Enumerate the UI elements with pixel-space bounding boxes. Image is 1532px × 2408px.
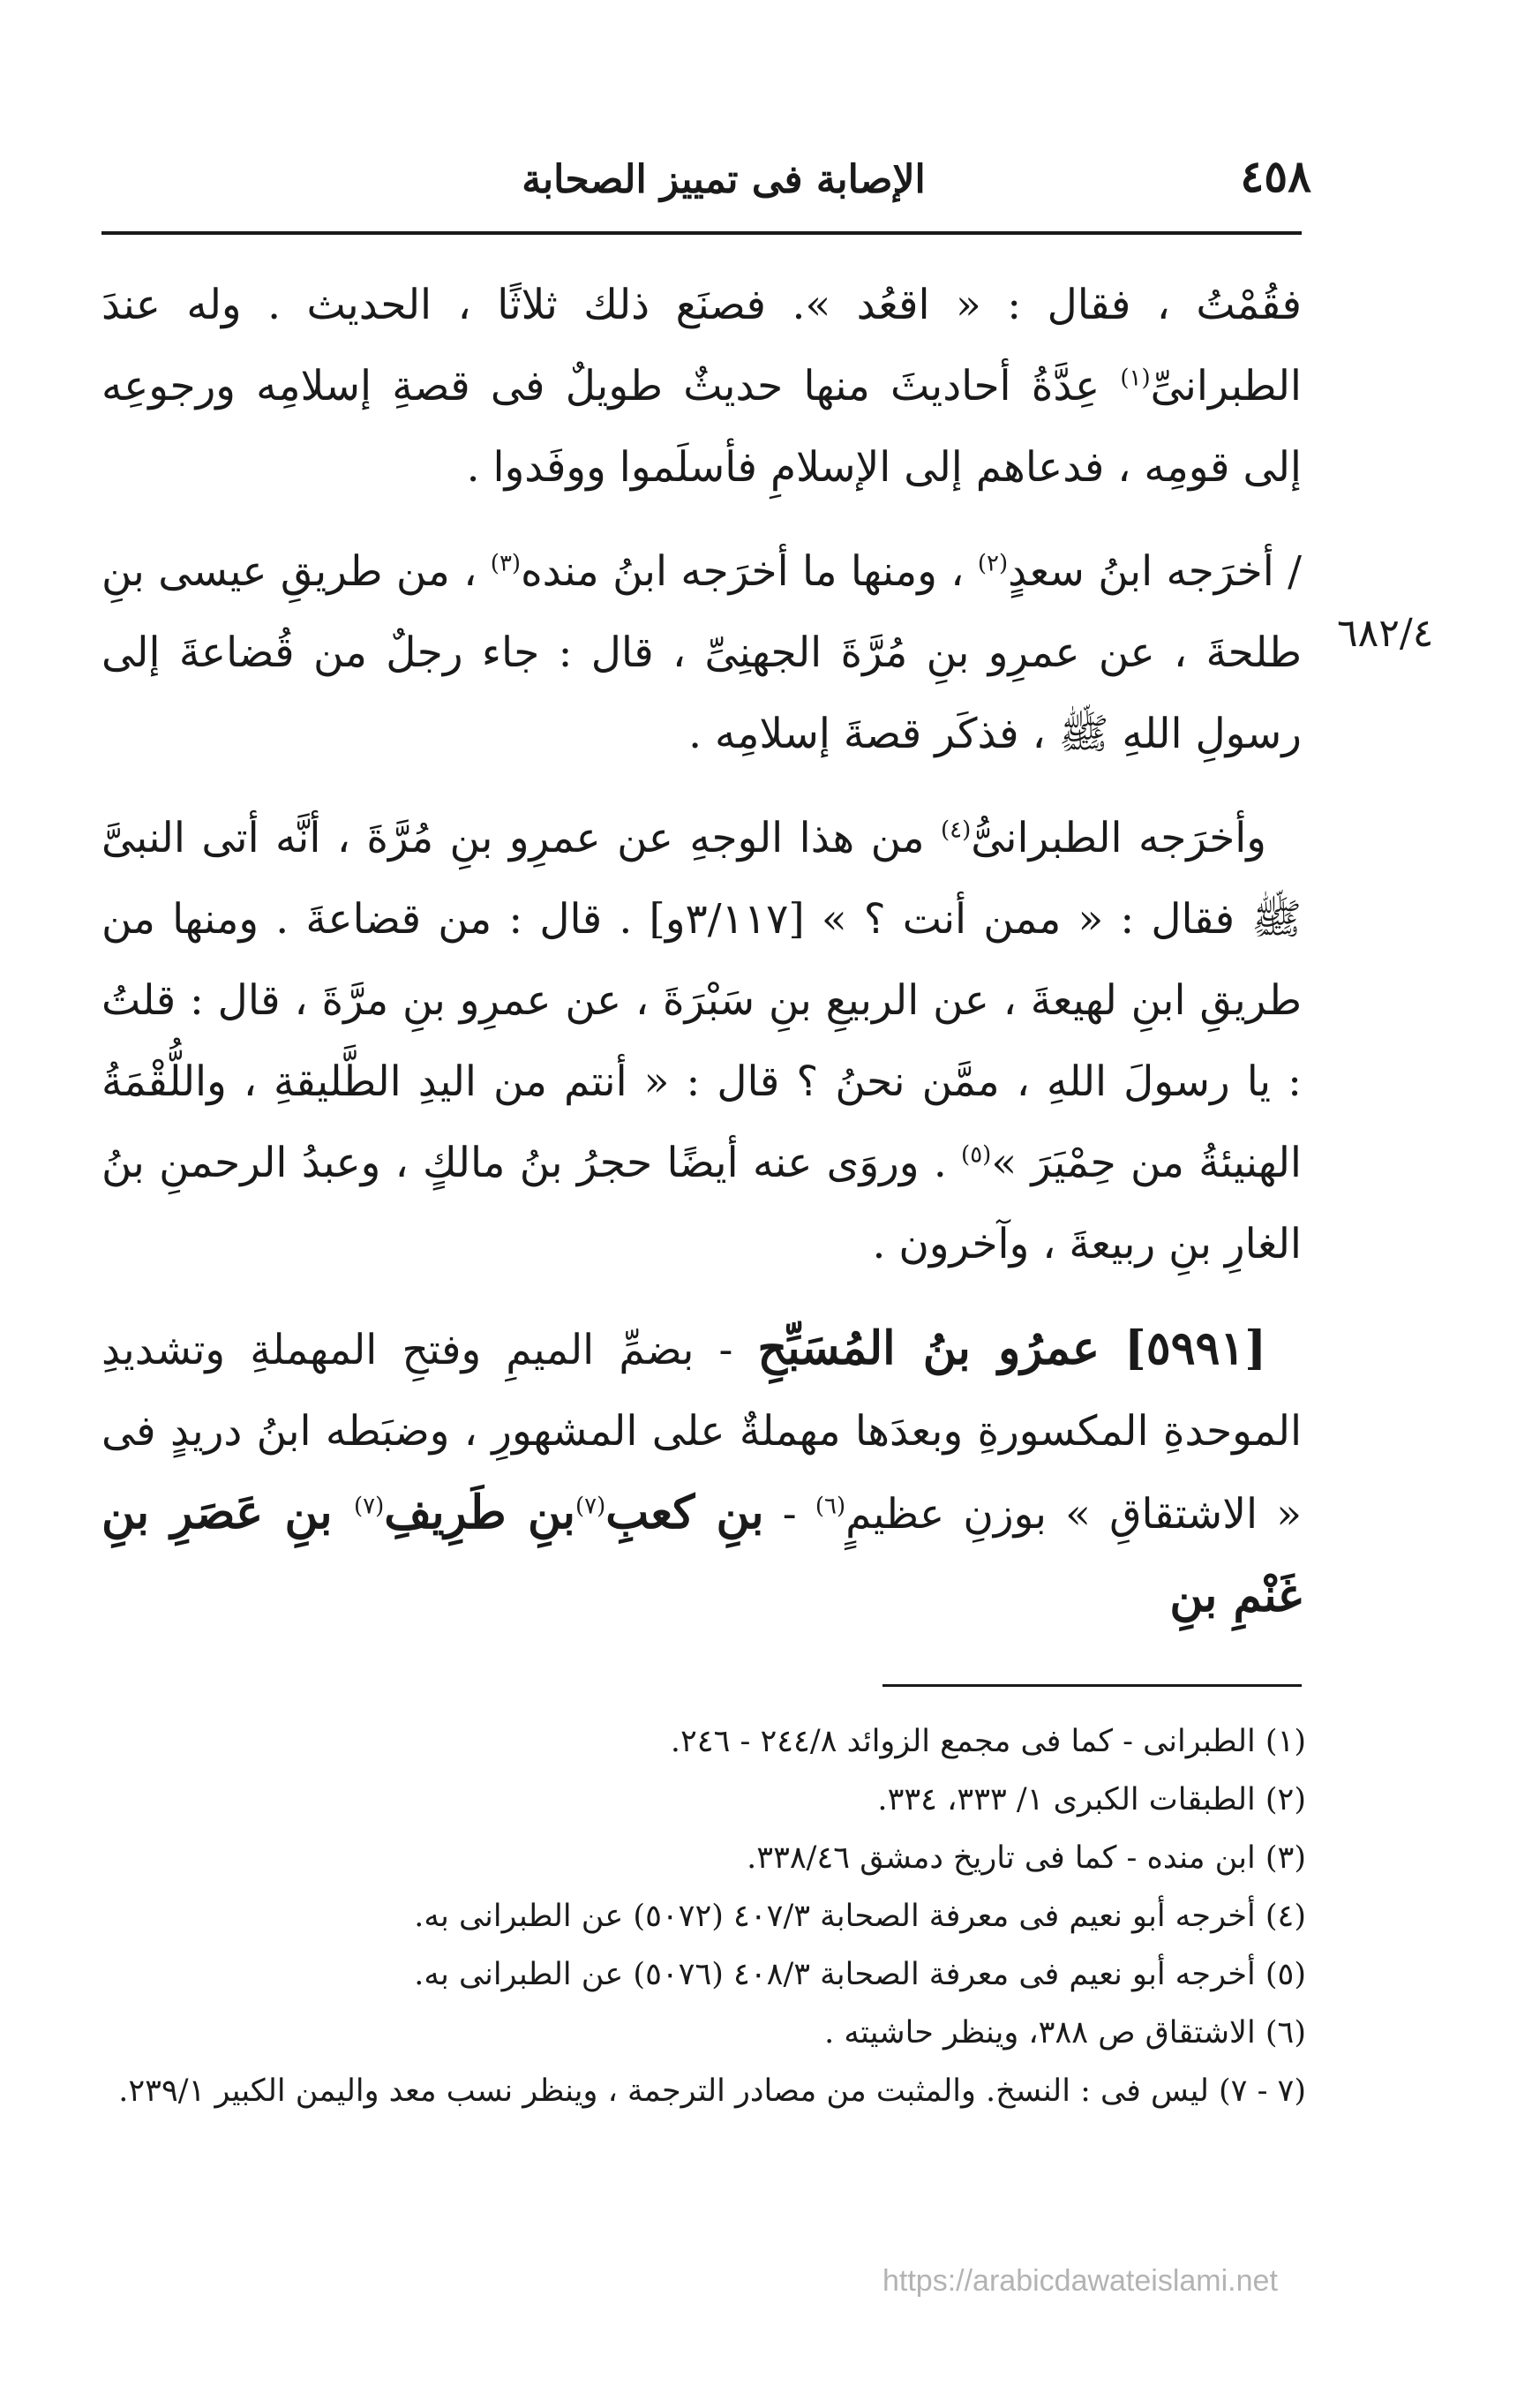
- paragraph-3: [101, 798, 1302, 1285]
- footnote-7: (٧ - ٧) ليس فى : النسخ. والمثبت من مصادر الترجمة ، وينظر نسب معد واليمن الكبير ٢٣٩/١.: [118, 2073, 1306, 2109]
- footnote-ref-4[interactable]: (٤): [940, 816, 972, 844]
- text-segment: / أخرَجه ابنُ سعدٍ: [1008, 547, 1303, 596]
- margin-reference: ٦٨٢/٤: [1337, 611, 1434, 656]
- paragraph-1: [101, 265, 1302, 508]
- footnote-ref-5[interactable]: (٥): [961, 1141, 992, 1169]
- footnote-ref-3[interactable]: (٣): [490, 550, 522, 577]
- text-segment: من هذا الوجهِ عن عمرِو بنِ مُرَّةَ ، أنَّه أتى النبىَّ ﷺ فقال : « ممن أنت ؟ » ‎[٣/١١٧و]‏ . قال : من قضاعةَ . ومنها من طريقِ ابنِ لهيعةَ ، عن الربيعِ بنِ سَبْرَةَ ، عن عمرِو بنِ مرَّةَ ، قال : قلتُ : يا رسولَ اللهِ ، ممَّن نحنُ ؟ قال : « أنتم من اليدِ الطَّليقةِ ، واللُّقْمَةُ الهنيئةُ من حِمْيَرَ »: [101, 814, 1302, 1187]
- footnote-1: (١) الطبرانى - كما فى مجمع الزوائد ٢٤٤/٨ - ٢٤٦.: [670, 1724, 1306, 1759]
- lineage-bold: بنِ طَرِيفِ: [384, 1486, 576, 1539]
- entry-name: عمرُو بنُ المُسَبِّحِ: [757, 1321, 1100, 1375]
- page-number: ٤٥٨: [1240, 150, 1311, 202]
- footnotes: [97, 1712, 1306, 2120]
- text-segment: -: [763, 1490, 815, 1539]
- footnote-ref-2[interactable]: (٢): [977, 550, 1009, 577]
- main-text: [101, 265, 1302, 1661]
- entry-number: [٥٩٩١]: [1124, 1321, 1267, 1375]
- footnote-2: (٢) الطبقات الكبرى ١/ ٣٣٣، ٣٣٤.: [877, 1782, 1306, 1817]
- footnote-ref-6[interactable]: (٦): [815, 1493, 846, 1520]
- watermark-url: https://arabicdawateislami.net: [882, 2264, 1278, 2298]
- footnote-ref-7a[interactable]: (٧): [575, 1493, 606, 1520]
- running-title: الإصابة فى تمييز الصحابة: [522, 157, 926, 202]
- footnote-3: (٣) ابن منده - كما فى تاريخ دمشق ٣٣٨/٤٦.: [747, 1840, 1306, 1876]
- text-segment: . وروَى عنه أيضًا حجرُ بنُ مالكٍ ، وعبدُ الرحمنِ بنُ الغارِ بنِ ربيعةَ ، وآخرون .: [101, 1139, 1302, 1268]
- footnote-ref-7b[interactable]: (٧): [353, 1493, 385, 1520]
- paragraph-4: [101, 1308, 1302, 1638]
- text-segment: ، ومنها ما أخرَجه ابنُ منده: [521, 547, 978, 596]
- text-segment: عِدَّةُ أحاديثَ منها حديثٌ طويلٌ فى قصةِ إسلامِه ورجوعِه إلى قومِه ، فدعاهم إلى الإسلامِ فأسلَموا ووفَدوا .: [101, 362, 1302, 492]
- text-segment: وأخرَجه الطبرانىُّ: [971, 814, 1267, 862]
- text-segment: - بضمِّ الميمِ وفتحِ المهملةِ وتشديدِ الموحدةِ المكسورةِ وبعدَها مهملةٌ على المشهورِ ، وضبَطه ابنُ دريدٍ فى « الاشتقاقِ » بوزنِ عظيمٍ: [101, 1326, 1302, 1539]
- footnote-rule: [882, 1684, 1302, 1687]
- footnote-4: (٤) أخرجه أبو نعيم فى معرفة الصحابة ٤٠٧/٣ (٥٠٧٢) عن الطبرانى به.: [414, 1899, 1306, 1934]
- header-rule: [101, 231, 1302, 235]
- lineage-bold: بنِ كعبِ: [605, 1486, 764, 1539]
- text-segment: فقُمْتُ ، فقال : « اقعُد ». فصنَع ذلك ثلاثًا ، الحديث . وله عندَ الطبرانىِّ: [101, 281, 1302, 410]
- footnote-ref-1[interactable]: (١): [1120, 365, 1151, 392]
- text-segment: ، من طريقِ عيسى بنِ طلحةَ ، عن عمرِو بنِ مُرَّةَ الجهنِىِّ ، قال : جاء رجلٌ من قُضاعةَ إلى رسولِ اللهِ ﷺ ، فذكَر قصةَ إسلامِه .: [101, 547, 1302, 758]
- lineage-bold: بنِ عَصَرِ بنِ غَنْمِ بنِ: [101, 1486, 1302, 1622]
- footnote-5: (٥) أخرجه أبو نعيم فى معرفة الصحابة ٤٠٨/٣ (٥٠٧٦) عن الطبرانى به.: [414, 1957, 1306, 1992]
- paragraph-2: [101, 531, 1302, 775]
- footnote-6: (٦) الاشتقاق ص ٣٨٨، وينظر حاشيته .: [824, 2015, 1306, 2051]
